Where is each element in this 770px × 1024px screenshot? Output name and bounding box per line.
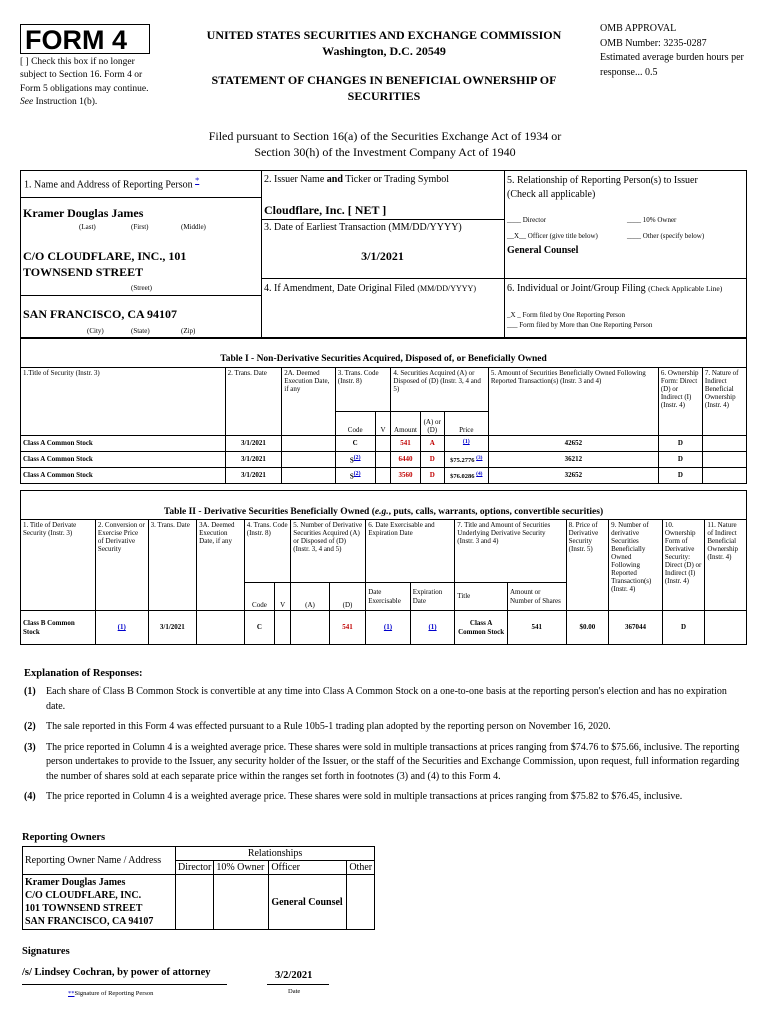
one-person-option: _X _ Form filed by One Reporting Person [507, 311, 626, 319]
person-name: Kramer Douglas James [23, 206, 144, 220]
t2-h10: 10. Ownership Form of Derivative Security: Direct (D) or Indirect (I) (Instr. 4) [662, 520, 705, 611]
reporting-person-label: 1. Name and Address of Reporting Person * [24, 176, 200, 191]
t2-h2: 2. Conversion or Exercise Price of Derivative Security [95, 520, 148, 611]
t1-cell-v [375, 436, 391, 452]
t2-h6: 6. Date Exercisable and Expiration Date [366, 520, 455, 583]
issuer-label: 2. Issuer Name and Ticker or Trading Symbol [264, 174, 450, 185]
t2-cell-deemed [197, 611, 245, 645]
agency-location: Washington, D.C. 20549 [322, 43, 446, 58]
t1-h-owned: 5. Amount of Securities Beneficially Owned Following Reported Transaction(s) (Instr. 3 and 4) [488, 368, 658, 436]
footnote-2: (2) The sale reported in this Form 4 was effected pursuant to a Rule 10b5-1 trading plan adopted by the reporting person on November 16, 2020. [24, 721, 611, 732]
t1-cell-price: $76.0286 $^{(4)}$ [444, 468, 488, 484]
t1-s-code: Code [335, 412, 375, 436]
table2-block [20, 490, 747, 645]
t1-cell-aord: A [420, 436, 444, 452]
explanation-title: Explanation of Responses: [24, 668, 143, 679]
t2-h4: 4. Trans. Code (Instr. 8) [244, 520, 291, 583]
director-option: ____ Director [507, 216, 547, 224]
t1-cell-date: 3/1/2021 [225, 468, 282, 484]
omb-number: OMB Number: 3235-0287 [600, 37, 707, 49]
t1-cell-date: 3/1/2021 [225, 436, 282, 452]
table-row [21, 436, 747, 452]
reporting-info-box [20, 170, 747, 338]
divider [261, 278, 504, 279]
t1-cell-v [375, 468, 391, 484]
issuer-name: Cloudflare, Inc. [ NET ] [264, 203, 387, 217]
date-label: Date [288, 988, 301, 995]
t1-cell-date: 3/1/2021 [225, 452, 282, 468]
footnote-4: (4) The price reported in Column 4 is a weighted average price. These shares were sold in multiple transactions at prices ranging from $75.82 to $76.45, inclusive. [24, 791, 683, 802]
t2-cell-expiration [410, 611, 455, 645]
table-row [21, 468, 747, 484]
t2-cell-d: 541 [329, 611, 365, 645]
t1-cell-aord: D [420, 452, 444, 468]
check-box-text: [ ] Check this box if no longer subject to Section 16. Form 4 or Form 5 obligations may continue. See Instruction 1(b). [20, 57, 149, 107]
t1-cell-code: $S^{(2)}$ [335, 468, 375, 484]
divider [504, 278, 746, 279]
t1-cell-code: C [335, 436, 375, 452]
t1-h-code: 3. Trans. Code (Instr. 8) [335, 368, 391, 412]
table-row [23, 875, 375, 930]
agency-block [176, 28, 592, 104]
t2-s-v: V [275, 583, 291, 611]
footnote-link[interactable]: (1) [383, 623, 393, 632]
issuer-col [261, 171, 505, 337]
t2-h7: 7. Title and Amount of Securities Underlying Derivative Security (Instr. 3 and 4) [455, 520, 566, 583]
t2-s-title: Title [455, 583, 508, 611]
form-title: FORM 4 [25, 25, 128, 55]
t2-cell-v [275, 611, 291, 645]
filing-options [507, 310, 652, 330]
footnote-link[interactable]: (4) [476, 470, 483, 477]
t1-cell-deemed [282, 436, 336, 452]
t2-s-expiration: Expiration Date [410, 583, 455, 611]
signatures-block [22, 946, 342, 997]
t2-cell-u-amount: 541 [507, 611, 566, 645]
t2-h5: 5. Number of Derivative Securities Acquired (A) or Disposed of (D) (Instr. 3, 4 and 5) [291, 520, 366, 583]
signature-date: 3/2/2021 [275, 970, 313, 981]
t2-cell-exercisable [366, 611, 411, 645]
omb-burden: Estimated average burden hours per response... 0.5 [600, 52, 744, 78]
t1-cell-form: D [658, 452, 702, 468]
t1-cell-owned: 36212 [488, 452, 658, 468]
table2-title: Table II - Derivative Securities Beneficially Owned (e.g., puts, calls, warrants, options, convertible securities) [20, 490, 747, 519]
t1-cell-aord: D [420, 468, 444, 484]
ro-ten [214, 875, 269, 930]
ro-h-director: Director [176, 861, 214, 875]
omb-block [600, 22, 760, 80]
table1 [20, 367, 747, 484]
ro-h-name: Reporting Owner Name / Address [23, 847, 176, 875]
t2-cell-price: $0.00 [566, 611, 609, 645]
agency-name: UNITED STATES SECURITIES AND EXCHANGE COMMISSION [206, 28, 562, 42]
street-sublabel: (Street) [131, 284, 152, 292]
ro-officer: General Counsel [269, 875, 347, 930]
ro-director [176, 875, 214, 930]
t1-h-date: 2. Trans. Date [225, 368, 282, 436]
table1-block [20, 338, 747, 484]
reporting-owners-block [22, 832, 375, 930]
t2-cell-owned: 367044 [609, 611, 663, 645]
ro-h-ten: 10% Owner [214, 861, 269, 875]
t1-h-deemed: 2A. Deemed Execution Date, if any [282, 368, 336, 436]
statement-title: STATEMENT OF CHANGES IN BENEFICIAL OWNERSHIP OF SECURITIES [211, 73, 557, 103]
filing-label: 6. Individual or Joint/Group Filing (Check Applicable Line) [507, 283, 723, 294]
ten-pct-option: ____ 10% Owner [627, 216, 677, 224]
t1-cell-title: Class A Common Stock [21, 468, 226, 484]
t2-cell-conv [95, 611, 148, 645]
t1-cell-amount: 6440 [391, 452, 420, 468]
person-street: C/O CLOUDFLARE, INC., 101 TOWNSEND STREET [23, 249, 187, 279]
t1-cell-form: D [658, 436, 702, 452]
relationship-col [504, 171, 746, 337]
ro-h-officer: Officer [269, 861, 347, 875]
name-sublabels: (Last) (First) (Middle) [79, 223, 206, 231]
ro-other [347, 875, 375, 930]
t2-cell-date: 3/1/2021 [148, 611, 197, 645]
reporting-person-col: 1. Name and Address of Reporting Person * Kramer Douglas James (Last) (First) (Middle) C/O CLOUDFLARE, INC., 101 TOWNSEND STREET (Street) SAN FRANCISCO, CA 94107 (City) (State) (Zip) [21, 171, 262, 337]
t2-h9: 9. Number of derivative Securities Beneficially Owned Following Reported Transaction(s) (Instr. 4) [609, 520, 663, 611]
t1-cell-title: Class A Common Stock [21, 436, 226, 452]
t2-h3: 3. Trans. Date [148, 520, 197, 611]
t2-s-exercisable: Date Exercisable [366, 583, 411, 611]
t1-h-nature: 7. Nature of Indirect Beneficial Ownership (Instr. 4) [702, 368, 746, 436]
ro-header-row [23, 847, 375, 861]
t2-cell-form: D [662, 611, 705, 645]
signature-label: **Signature of Reporting Person [68, 990, 154, 997]
t2-h8: 8. Price of Derivative Security (Instr. 5) [566, 520, 609, 611]
t1-cell-price [444, 436, 488, 452]
relationship-label: 5. Relationship of Reporting Person(s) to Issuer (Check all applicable) [507, 175, 698, 200]
signature-line [22, 984, 227, 985]
t1-cell-price: $75.2776 $^{(3)}$ [444, 452, 488, 468]
t2-cell-nature [705, 611, 747, 645]
filed-pursuant: Filed pursuant to Section 16(a) of the Securities Exchange Act of 1934 or Section 30(h) of the Investment Company Act of 1940 [208, 129, 562, 160]
t1-h-ownership: 6. Ownership Form: Direct (D) or Indirect (I) (Instr. 4) [658, 368, 702, 436]
footnote-3: (3) The price reported in Column 4 is a weighted average price. These shares were sold in multiple transactions at prices ranging from $74.76 to $75.66, inclusive. The reporting person undertakes to provide to the Issuer, any security holder of the Issuer, or the staff of the Securities and Exchange Commission, upon request, full information regarding the number of shares sold at each separate price within the ranges set forth in footnotes (3) and (4) to this Form 4. [24, 741, 740, 782]
footnote-link[interactable]: (2) [353, 470, 361, 477]
t1-cell-form: D [658, 468, 702, 484]
t1-cell-amount: 541 [391, 436, 420, 452]
ro-owner: Kramer Douglas James C/O CLOUDFLARE, INC. 101 TOWNSEND STREET SAN FRANCISCO, CA 94107 [23, 875, 176, 930]
reporting-owners-table [22, 846, 375, 930]
t2-s-amount: Amount or Number of Shares [507, 583, 566, 611]
table-row [21, 611, 747, 645]
divider [21, 295, 261, 296]
table1-title: Table I - Non-Derivative Securities Acquired, Disposed of, or Beneficially Owned [20, 338, 747, 367]
omb-approval: OMB APPROVAL [600, 23, 677, 34]
t1-cell-v [375, 452, 391, 468]
table2-header-row [21, 520, 747, 583]
person-name-area [21, 197, 261, 238]
t2-cell-a [291, 611, 329, 645]
footnote-link[interactable]: (2) [353, 454, 361, 461]
reporting-owners-title: Reporting Owners [22, 832, 106, 843]
ro-h-other: Other [347, 861, 375, 875]
earliest-date: 3/1/2021 [361, 249, 404, 263]
other-option: ____ Other (specify below) [627, 232, 705, 240]
t1-cell-nature [702, 468, 746, 484]
form-title-box [20, 24, 150, 54]
table2 [20, 519, 747, 645]
footnote-link[interactable]: (1) [428, 623, 437, 632]
officer-title: General Counsel [507, 245, 579, 256]
t1-cell-nature [702, 436, 746, 452]
t2-s-code: Code [244, 583, 274, 611]
t1-cell-owned: 32652 [488, 468, 658, 484]
t1-cell-deemed [282, 452, 336, 468]
earliest-date-label: 3. Date of Earliest Transaction (MM/DD/YYYY) [264, 222, 462, 233]
t1-cell-amount: 3560 [391, 468, 420, 484]
table-row [21, 452, 747, 468]
t2-cell-code: C [244, 611, 274, 645]
t1-s-v: V [375, 412, 391, 436]
person-city: SAN FRANCISCO, CA 94107 [23, 307, 178, 321]
divider [261, 219, 504, 220]
signer-name: /s/ Lindsey Cochran, by power of attorney [22, 967, 211, 978]
t1-cell-code: $S^{(2)}$ [335, 452, 375, 468]
t1-h-title: 1.Title of Security (Instr. 3) [21, 368, 226, 436]
t2-cell-u-title: Class A Common Stock [455, 611, 508, 645]
t1-s-aord: (A) or (D) [420, 412, 444, 436]
t1-s-price: Price [444, 412, 488, 436]
t2-cell-title: Class B Common Stock [21, 611, 96, 645]
t2-h11: 11. Nature of Indirect Beneficial Ownership (Instr. 4) [705, 520, 747, 611]
t1-cell-owned: 42652 [488, 436, 658, 452]
more-persons-option: ___ Form filed by More than One Reporting Person [507, 321, 653, 330]
form-header-left [20, 24, 155, 109]
t1-s-amount: Amount [391, 412, 420, 436]
signatures-title: Signatures [22, 946, 70, 957]
officer-option: __X__ Officer (give title below) [507, 232, 598, 240]
amendment-label: 4. If Amendment, Date Original Filed (MM/DD/YYYY) [264, 283, 476, 294]
t2-s-d: (D) [329, 583, 365, 611]
footnote-link[interactable]: (1) [117, 623, 126, 632]
t1-cell-title: Class A Common Stock [21, 452, 226, 468]
t1-cell-nature [702, 452, 746, 468]
explanation-block [24, 668, 744, 805]
footnote-link[interactable]: (3) [476, 454, 483, 461]
footnote-link[interactable]: (1) [462, 438, 470, 445]
footnote-1: (1) Each share of Class B Common Stock is convertible at any time into Class A Common Stock on a one-to-one basis at the reporting person's election and has no expiration date. [24, 686, 727, 712]
ro-h-rel: Relationships [176, 847, 375, 861]
date-line [267, 984, 329, 985]
table1-header-row [21, 368, 747, 412]
t2-h3a: 3A. Deemed Execution Date, if any [197, 520, 245, 611]
t2-h1: 1. Title of Derivate Security (Instr. 3) [21, 520, 96, 611]
t1-cell-deemed [282, 468, 336, 484]
t2-s-a: (A) [291, 583, 329, 611]
t1-h-acquired: 4. Securities Acquired (A) or Disposed of (D) (Instr. 3, 4 and 5) [391, 368, 489, 412]
